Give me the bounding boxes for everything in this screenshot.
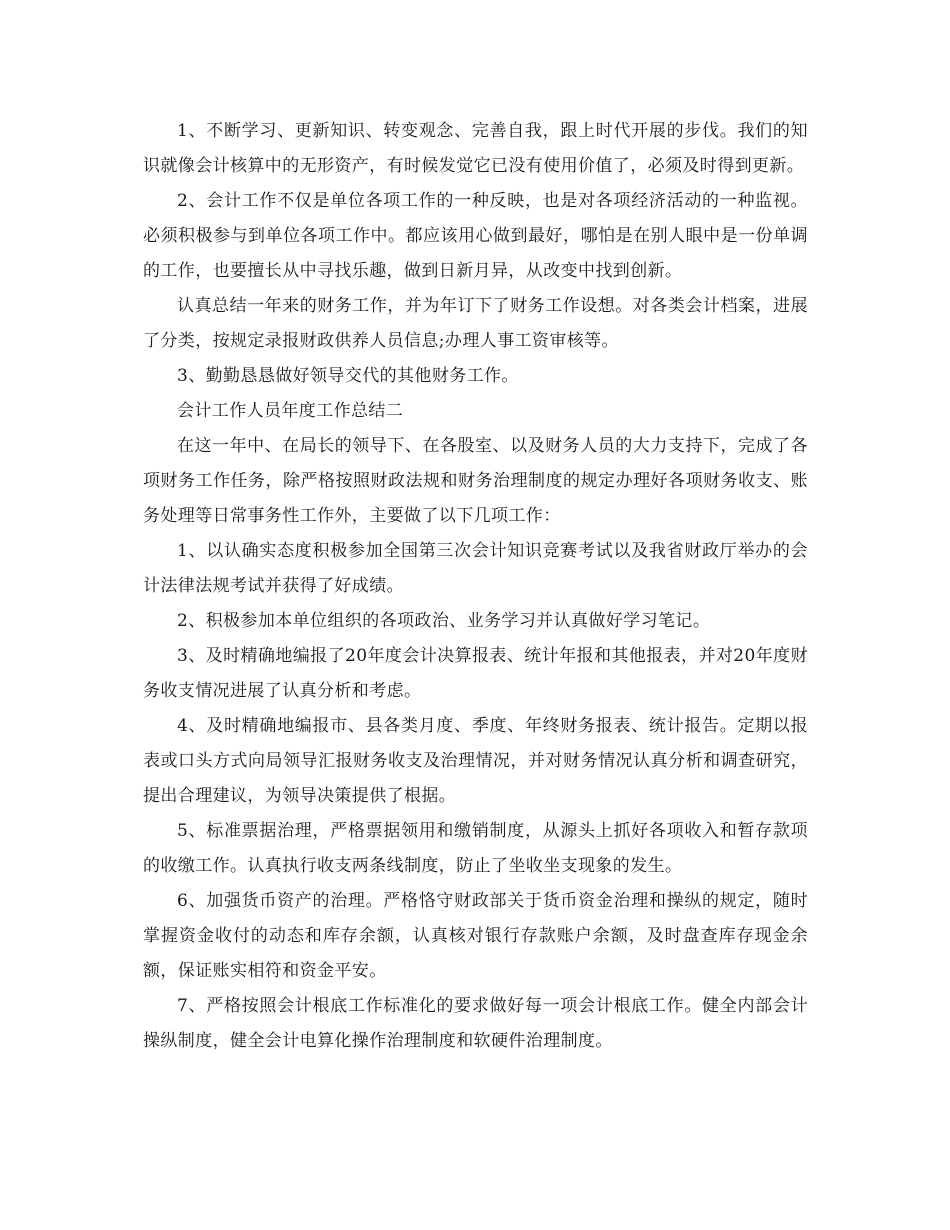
paragraph-7: 1、以认确实态度积极参加全国第三次会计知识竞赛考试以及我省财政厅举办的会计法律法规考试并获得了好成绩。 [143, 541, 808, 596]
paragraph-12: 6、加强货币资产的治理。严格恪守财政部关于货币资金治理和操纵的规定，随时掌握资金收付的动态和库存余额，认真核对银行存款账户余额，及时盘查库存现金余额，保证账实相符和资金平安。 [143, 891, 808, 981]
paragraph-13: 7、严格按照会计根底工作标准化的要求做好每一项会计根底工作。健全内部会计操纵制度，健全会计电算化操作治理制度和软硬件治理制度。 [143, 996, 808, 1051]
paragraph-6: 在这一年中、在局长的领导下、在各股室、以及财务人员的大力支持下，完成了各项财务工作任务，除严格按照财政法规和财务治理制度的规定办理好各项财务收支、账务处理等日常事务性工作外，主要做了以下几项工作： [143, 436, 808, 526]
paragraph-4: 3、勤勤恳恳做好领导交代的其他财务工作。 [177, 366, 519, 386]
paragraph-10: 4、及时精确地编报市、县各类月度、季度、年终财务报表、统计报告。定期以报表或口头方式向局领导汇报财务收支及治理情况，并对财务情况认真分析和调查研究，提出合理建议，为领导决策提供了根据。 [143, 716, 808, 806]
paragraph-3: 认真总结一年来的财务工作，并为年订下了财务工作设想。对各类会计档案，进展了分类，按规定录报财政供养人员信息;办理人事工资审核等。 [143, 296, 808, 351]
paragraph-8: 2、积极参加本单位组织的各项政治、业务学习并认真做好学习笔记。 [177, 611, 711, 631]
document-body [143, 114, 808, 1059]
paragraph-9: 3、及时精确地编报了20年度会计决算报表、统计年报和其他报表，并对20年度财务收支情况进展了认真分析和考虑。 [143, 646, 808, 701]
paragraph-11: 5、标准票据治理，严格票据领用和缴销制度，从源头上抓好各项收入和暂存款项的收缴工作。认真执行收支两条线制度，防止了坐收坐支现象的发生。 [143, 821, 808, 876]
section-heading: 会计工作人员年度工作总结二 [177, 401, 404, 421]
paragraph-2: 2、会计工作不仅是单位各项工作的一种反映，也是对各项经济活动的一种监视。必须积极参与到单位各项工作中。都应该用心做到最好，哪怕是在别人眼中是一份单调的工作，也要擅长从中寻找乐趣，做到日新月异，从改变中找到创新。 [143, 191, 808, 281]
paragraph-1: 1、不断学习、更新知识、转变观念、完善自我，跟上时代开展的步伐。我们的知识就像会计核算中的无形资产，有时候发觉它已没有使用价值了，必须及时得到更新。 [143, 121, 808, 176]
